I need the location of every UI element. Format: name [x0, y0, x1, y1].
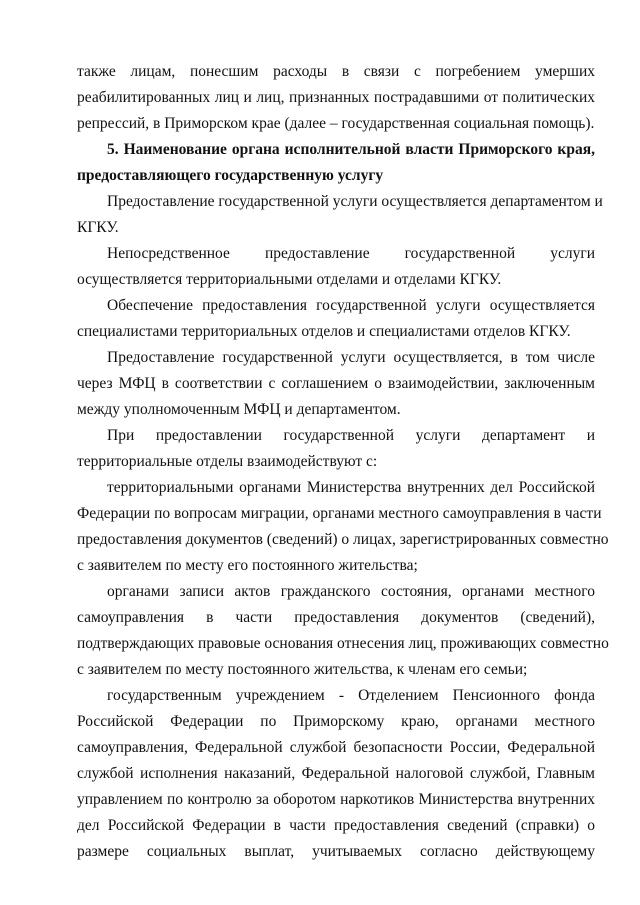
- text-line: специалистами территориальных отделов и специалистами отделов КГКУ.: [77, 323, 571, 340]
- text-line: территориальными органами Министерства внутренних дел Российской: [107, 479, 595, 496]
- text-line: дел Российской Федерации в части предоставления сведений (справки) о: [77, 817, 595, 834]
- text-line: репрессий, в Приморском крае (далее – государственная социальная помощь).: [77, 115, 595, 132]
- text-line: Предоставление государственной услуги осуществляется департаментом и: [107, 193, 603, 210]
- text-line: осуществляется территориальными отделами и отделами КГКУ.: [77, 271, 502, 288]
- text-line: с заявителем по месту его постоянного жительства;: [77, 557, 418, 574]
- section-heading: предоставляющего государственную услугу: [77, 167, 384, 184]
- text-line: самоуправления в части предоставления документов (сведений),: [77, 609, 595, 626]
- text-line: с заявителем по месту постоянного жительства, к членам его семьи;: [77, 661, 528, 678]
- text-line: предоставления документов (сведений) о лицах, зарегистрированных совместно: [77, 531, 609, 548]
- section-heading: 5. Наименование органа исполнительной власти Приморского края,: [107, 141, 595, 158]
- text-line: управлением по контролю за оборотом наркотиков Министерства внутренних: [77, 791, 595, 808]
- text-line: Российской Федерации по Приморскому краю, органами местного: [77, 713, 595, 730]
- text-line: также лицам, понесшим расходы в связи с погребением умерших: [77, 63, 595, 80]
- text-line: через МФЦ в соответствии с соглашением о взаимодействии, заключенным: [77, 375, 595, 392]
- text-line: органами записи актов гражданского состояния, органами местного: [107, 583, 595, 600]
- text-line: КГКУ.: [77, 219, 119, 236]
- text-line: службой исполнения наказаний, Федеральной налоговой службой, Главным: [77, 765, 595, 782]
- text-line: Предоставление государственной услуги осуществляется, в том числе: [107, 349, 595, 366]
- text-line: территориальные отделы взаимодействуют с:: [77, 453, 378, 470]
- text-line: размере социальных выплат, учитываемых согласно действующему: [77, 843, 595, 860]
- text-line: между уполномоченным МФЦ и департаментом.: [77, 401, 401, 418]
- text-line: Федерации по вопросам миграции, органами местного самоуправления в части: [77, 505, 602, 522]
- text-line: реабилитированных лиц и лиц, признанных пострадавшими от политических: [77, 89, 595, 106]
- text-line: При предоставлении государственной услуги департамент и: [107, 427, 595, 444]
- text-line: Обеспечение предоставления государственной услуги осуществляется: [107, 297, 595, 314]
- text-line: самоуправления, Федеральной службой безопасности России, Федеральной: [77, 739, 595, 756]
- text-line: подтверждающих правовые основания отнесения лиц, проживающих совместно: [77, 635, 609, 652]
- text-line: Непосредственное предоставление государственной услуги: [107, 245, 595, 262]
- text-line: государственным учреждением - Отделением Пенсионного фонда: [107, 687, 595, 704]
